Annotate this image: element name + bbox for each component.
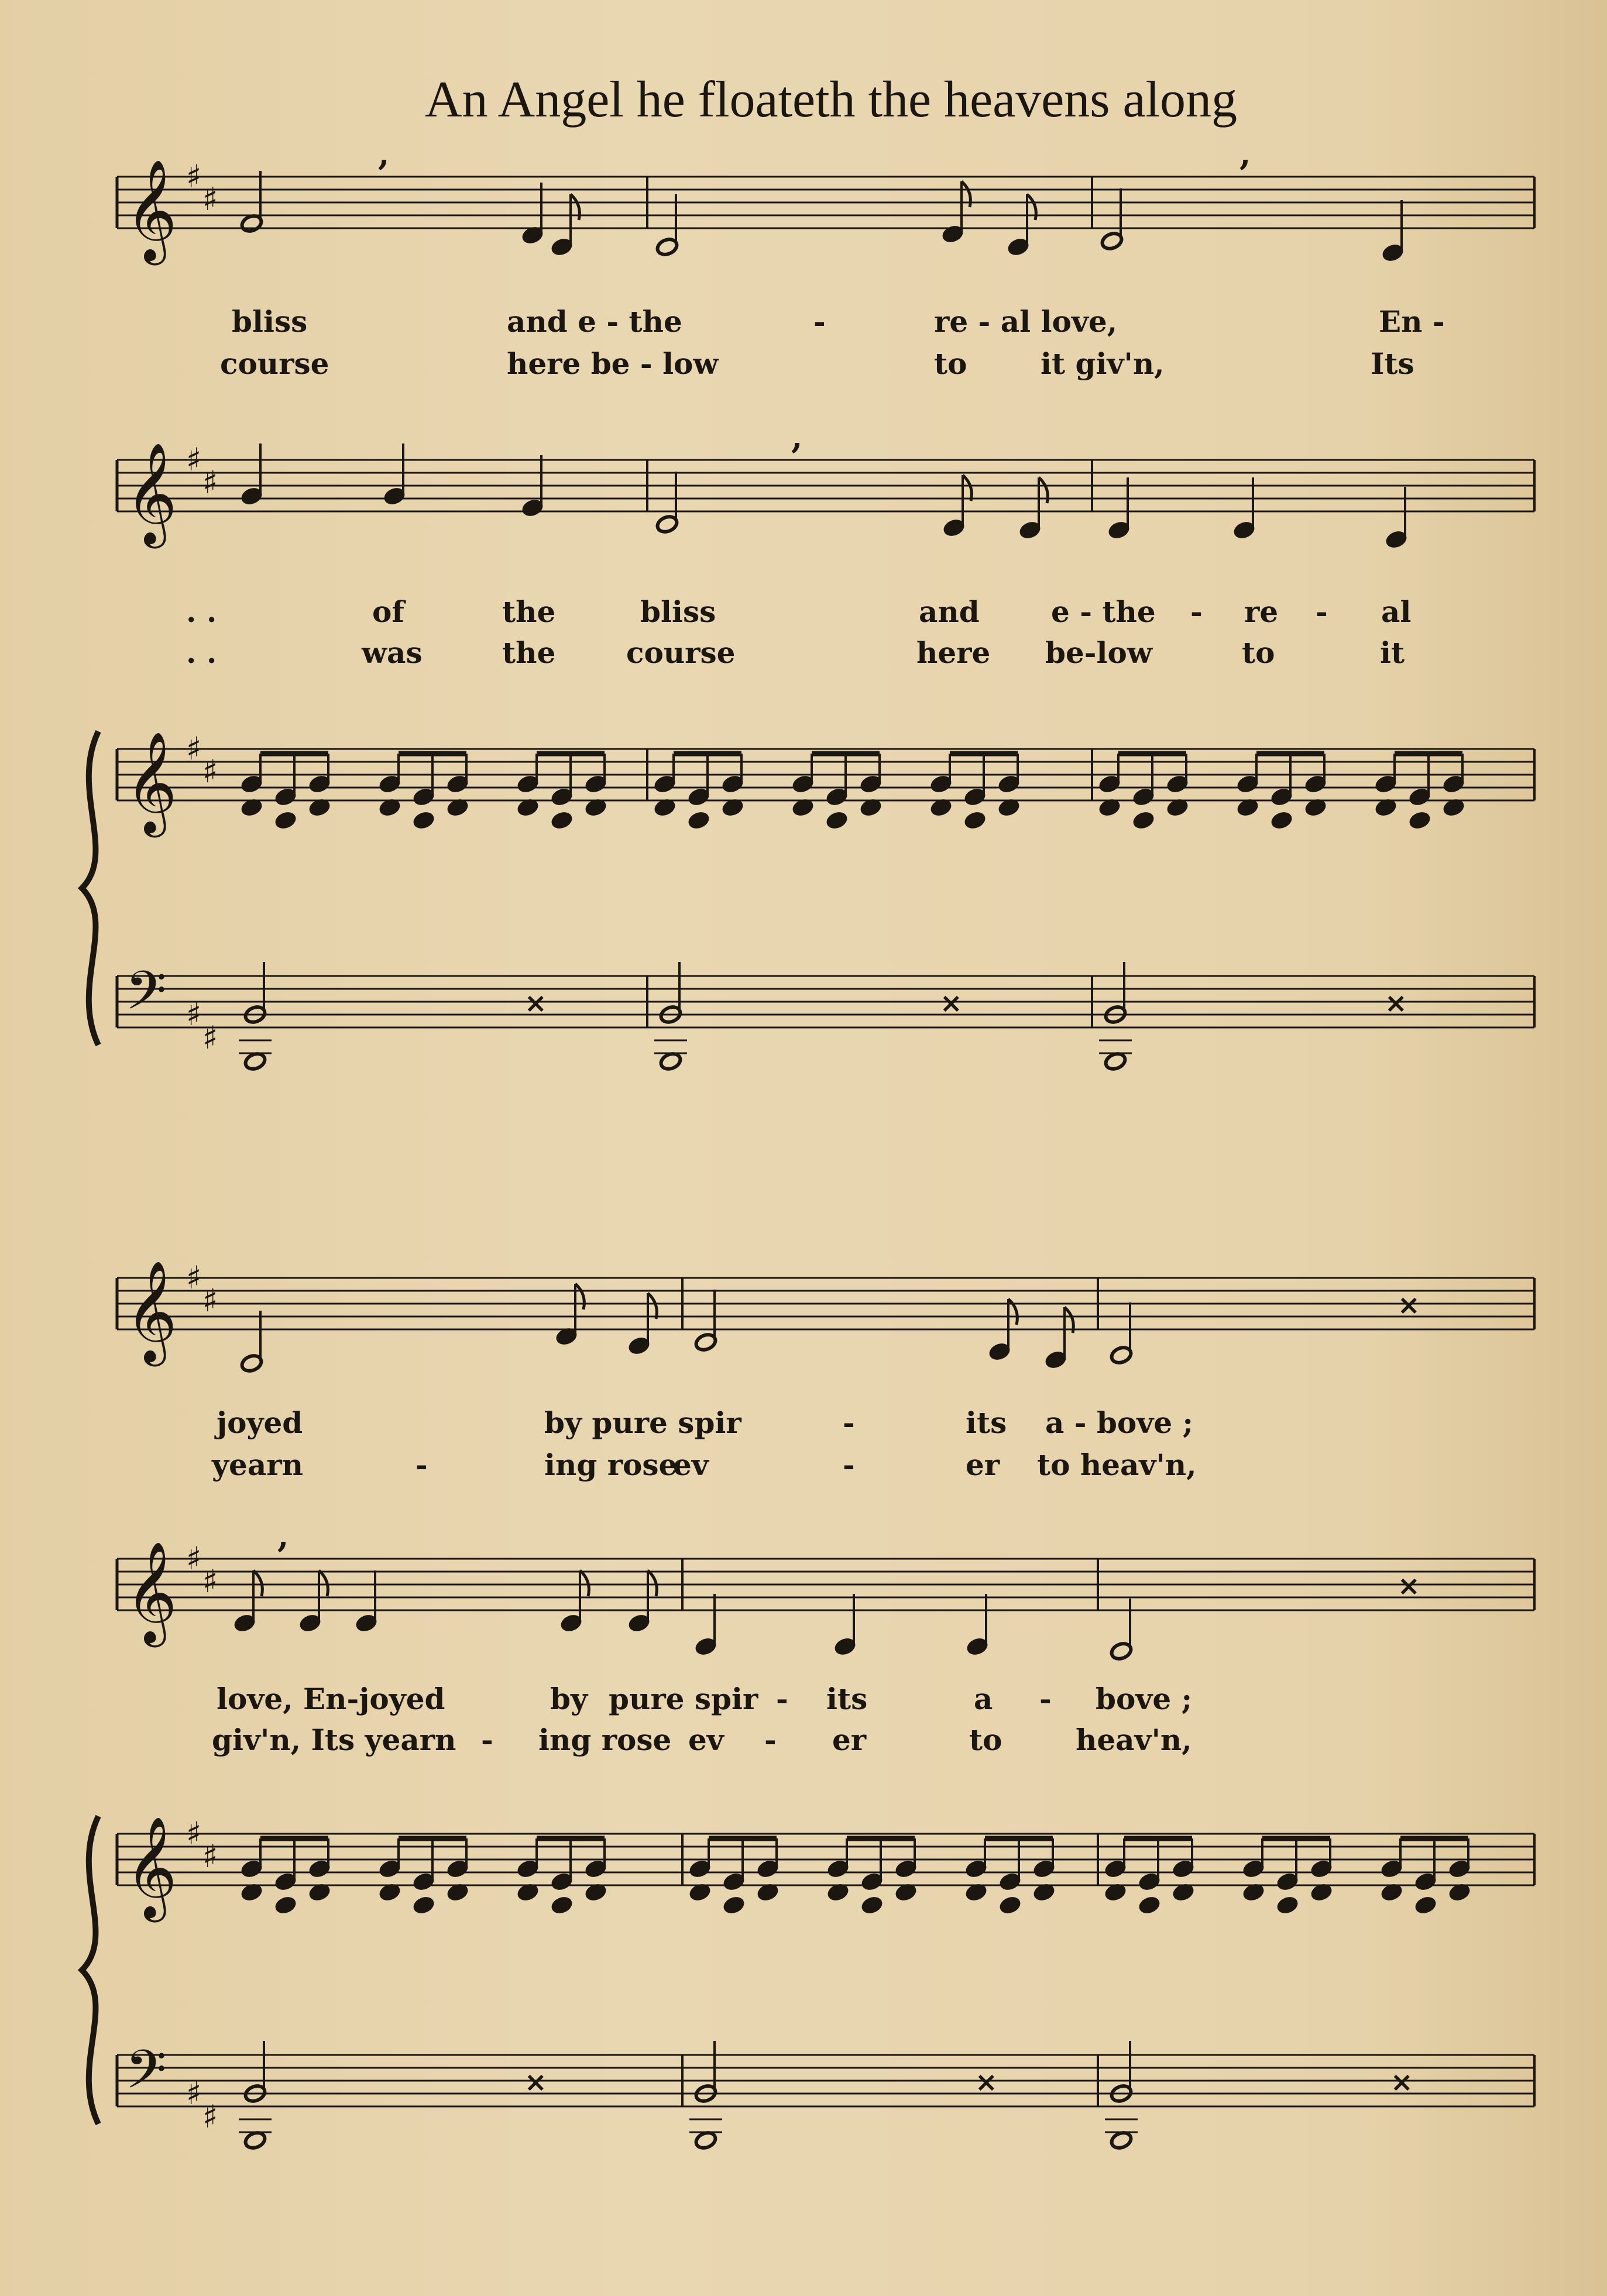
note-head (825, 810, 849, 831)
lyric: here (916, 635, 991, 670)
bass-clef: 𝄢 (125, 960, 167, 1034)
lyric: bliss (640, 594, 716, 629)
lyric: bliss (232, 304, 308, 339)
lyric: - (416, 1448, 428, 1482)
sharp-sign: ♯ (186, 730, 202, 767)
note-flag (575, 1284, 584, 1309)
lyric: - (764, 1723, 777, 1757)
note-head (722, 1895, 746, 1916)
sharp-sign: ♯ (186, 1815, 202, 1852)
sharp-sign: ♯ (202, 464, 218, 501)
breath-mark: , (1239, 135, 1251, 173)
lyric: course (626, 635, 736, 670)
lyric: giv'n, Its yearn (212, 1723, 456, 1757)
lyric: er (966, 1448, 1000, 1482)
sharp-sign: ♯ (186, 158, 202, 195)
note-head (1132, 810, 1156, 831)
note-head (274, 1895, 298, 1916)
sharp-sign: ♯ (202, 753, 218, 790)
rest: × (1390, 2066, 1413, 2098)
treble-clef: 𝄞 (125, 1260, 177, 1362)
lyric: love, En-joyed (217, 1682, 445, 1716)
note-flag (648, 1570, 657, 1596)
note-flag (319, 1570, 328, 1596)
lyric: En - (1379, 304, 1445, 339)
rest: × (940, 987, 963, 1019)
lyric: bove ; (1096, 1682, 1193, 1716)
breath-mark: , (277, 1517, 289, 1555)
sharp-sign: ♯ (186, 441, 202, 478)
lyric: - (843, 1448, 855, 1482)
note-head (659, 1051, 683, 1072)
note-head (550, 1895, 574, 1916)
lyric: by (550, 1682, 588, 1716)
sharp-sign: ♯ (202, 1282, 218, 1319)
breath-mark: , (378, 135, 390, 173)
lyric: course (220, 346, 329, 381)
note-flag (963, 475, 971, 501)
song-title: An Angel he floateth the heavens along (424, 71, 1238, 128)
rest: × (1385, 987, 1407, 1019)
lyric: it (1380, 635, 1405, 670)
lyric: - (481, 1723, 493, 1757)
lyric: - (1190, 594, 1203, 629)
sharp-sign: ♯ (186, 1540, 202, 1577)
note-head (1276, 1895, 1300, 1916)
lyric: the (502, 635, 556, 670)
lyric: yearn (212, 1448, 303, 1482)
sharp-sign: ♯ (186, 1259, 202, 1296)
note-head (1110, 2130, 1134, 2151)
lyric: here be - low (507, 346, 719, 381)
note-flag (580, 1570, 589, 1596)
lyric: re (1244, 594, 1279, 629)
lyric: be-low (1045, 635, 1152, 670)
note-head (1104, 1051, 1128, 1072)
lyric: a (974, 1682, 993, 1716)
note-head (1270, 810, 1294, 831)
grand-staff-brace (82, 731, 98, 1045)
lyric: e - the (1051, 594, 1156, 629)
rest: × (524, 2066, 547, 2098)
lyric: ev (688, 1723, 724, 1757)
lyric: by pure spir (544, 1405, 741, 1440)
breath-mark: , (791, 418, 803, 456)
lyric: - (813, 304, 826, 339)
treble-clef: 𝄞 (125, 1541, 177, 1643)
sharp-sign: ♯ (202, 1838, 218, 1875)
sharp-sign: ♯ (202, 1563, 218, 1600)
lyric: its (826, 1682, 868, 1716)
note-head (963, 810, 987, 831)
sharp-sign: ♯ (186, 996, 202, 1033)
lyric: to (1242, 635, 1275, 670)
lyric: and (919, 594, 980, 629)
bass-clef: 𝄢 (125, 2039, 167, 2113)
lyric: the (502, 594, 556, 629)
lyric: - (1039, 1682, 1052, 1716)
grand-staff-brace (82, 1816, 98, 2124)
lyric: . . (186, 594, 217, 629)
note-head (243, 1051, 267, 1072)
treble-clef: 𝄞 (125, 731, 177, 833)
lyric: . . (186, 635, 217, 670)
lyric: ing rose (544, 1448, 678, 1482)
treble-clef: 𝄞 (125, 442, 177, 544)
note-head (243, 2130, 267, 2151)
rest: × (524, 987, 547, 1019)
lyric: joyed (217, 1405, 303, 1440)
lyric: was (362, 635, 423, 670)
lyric: er (832, 1723, 867, 1757)
note-head (1408, 810, 1432, 831)
note-head (1414, 1895, 1438, 1916)
lyric: ev (673, 1448, 709, 1482)
note-head (412, 1895, 436, 1916)
treble-clef: 𝄞 (125, 1816, 177, 1918)
sharp-sign: ♯ (202, 1019, 218, 1056)
note-head (1138, 1895, 1162, 1916)
sharp-sign: ♯ (186, 2075, 202, 2112)
lyric: it giv'n, (1041, 346, 1165, 381)
note-head (550, 810, 574, 831)
note-head (412, 810, 436, 831)
lyric: of (372, 594, 404, 629)
lyric: - (1316, 594, 1328, 629)
lyric: heav'n, (1076, 1723, 1192, 1757)
rest: × (1397, 1570, 1420, 1601)
lyric: ing rose (538, 1723, 672, 1757)
lyric: Its (1371, 346, 1414, 381)
sharp-sign: ♯ (202, 2098, 218, 2135)
note-head (998, 1895, 1022, 1916)
note-head (687, 810, 711, 831)
lyric: a - bove ; (1045, 1405, 1194, 1440)
lyric: pure spir (609, 1682, 758, 1716)
lyric: to (934, 346, 967, 381)
treble-clef: 𝄞 (125, 159, 177, 261)
lyric: - (843, 1405, 855, 1440)
sharp-sign: ♯ (202, 181, 218, 218)
note-flag (253, 1570, 262, 1596)
lyric: and e - the (507, 304, 682, 339)
rest: × (1397, 1289, 1420, 1321)
note-head (274, 810, 298, 831)
lyric: al (1381, 594, 1412, 629)
lyric: re - al love, (934, 304, 1118, 339)
lyric: - (776, 1682, 788, 1716)
note-head (694, 2130, 718, 2151)
lyric: to (969, 1723, 1002, 1757)
lyric: to heav'n, (1037, 1448, 1197, 1482)
note-head (860, 1895, 884, 1916)
rest: × (975, 2066, 998, 2098)
lyric: its (966, 1405, 1007, 1440)
note-flag (648, 1293, 657, 1319)
